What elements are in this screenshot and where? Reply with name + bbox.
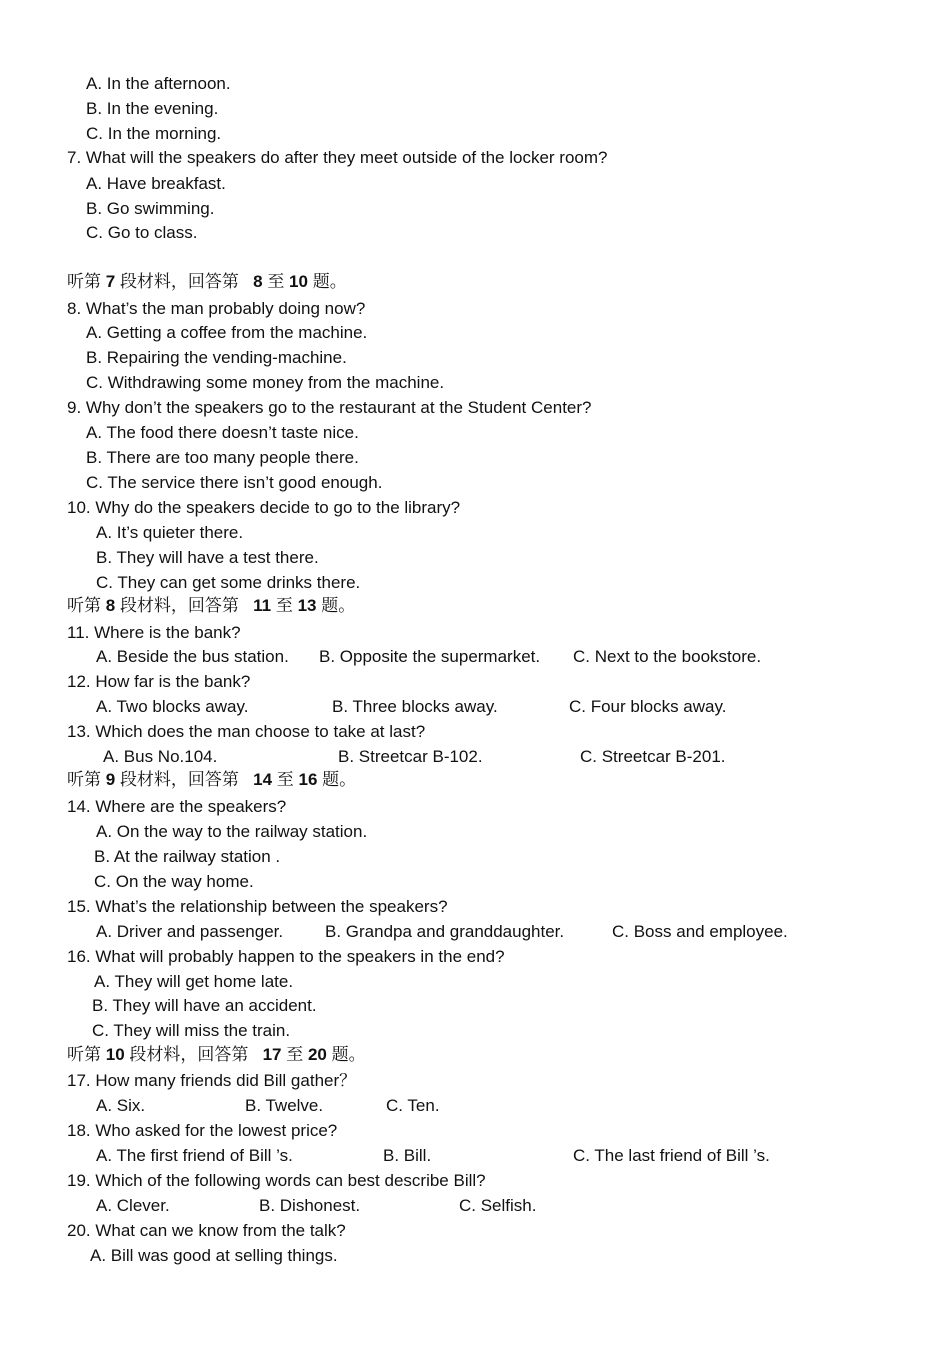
option-9c: C. The service there isn’t good enough. bbox=[86, 473, 383, 492]
option-8a: A. Getting a coffee from the machine. bbox=[86, 323, 368, 342]
option-9b: B. There are too many people there. bbox=[86, 448, 359, 467]
question-13: 13. Which does the man choose to take at last? bbox=[67, 722, 426, 741]
option-19b: B. Dishonest. bbox=[259, 1196, 361, 1215]
option-7c: C. Go to class. bbox=[86, 223, 198, 242]
question-9: 9. Why don’t the speakers go to the restaurant at the Student Center? bbox=[67, 398, 592, 417]
question-8: 8. What’s the man probably doing now? bbox=[67, 299, 366, 318]
section-header-10: 听第 10 段材料，回答第 17 至 20 题。 bbox=[67, 1045, 366, 1064]
option-16c: C. They will miss the train. bbox=[92, 1021, 291, 1040]
option-12a: A. Two blocks away. bbox=[96, 697, 249, 716]
question-17: 17. How many friends did Bill gather？ bbox=[67, 1071, 357, 1090]
option-17b: B. Twelve. bbox=[245, 1096, 324, 1115]
option-10b: B. They will have a test there. bbox=[96, 548, 319, 567]
option-12c: C. Four blocks away. bbox=[569, 697, 727, 716]
option-11a: A. Beside the bus station. bbox=[96, 647, 289, 666]
option-17a: A. Six. bbox=[96, 1096, 146, 1115]
option-9a: A. The food there doesn’t taste nice. bbox=[86, 423, 359, 442]
option-15c: C. Boss and employee. bbox=[612, 922, 788, 941]
option-6a: A. In the afternoon. bbox=[86, 74, 231, 93]
option-11c: C. Next to the bookstore. bbox=[573, 647, 762, 666]
option-8b: B. Repairing the vending-machine. bbox=[86, 348, 347, 367]
option-18a: A. The first friend of Bill ’s. bbox=[96, 1146, 293, 1165]
question-20: 20. What can we know from the talk? bbox=[67, 1221, 346, 1240]
option-13a: A. Bus No.104. bbox=[103, 747, 218, 766]
question-15: 15. What’s the relationship between the speakers? bbox=[67, 897, 448, 916]
question-18: 18. Who asked for the lowest price? bbox=[67, 1121, 338, 1140]
option-6c: C. In the morning. bbox=[86, 124, 222, 143]
option-15b: B. Grandpa and granddaughter. bbox=[325, 922, 565, 941]
option-16b: B. They will have an accident. bbox=[92, 996, 317, 1015]
option-15a: A. Driver and passenger. bbox=[96, 922, 284, 941]
option-18c: C. The last friend of Bill ’s. bbox=[573, 1146, 770, 1165]
question-14: 14. Where are the speakers? bbox=[67, 797, 287, 816]
option-19a: A. Clever. bbox=[96, 1196, 170, 1215]
option-16a: A. They will get home late. bbox=[94, 972, 294, 991]
option-20a: A. Bill was good at selling things. bbox=[90, 1246, 338, 1265]
question-10: 10. Why do the speakers decide to go to the library? bbox=[67, 498, 461, 517]
option-10a: A. It’s quieter there. bbox=[96, 523, 244, 542]
section-header-8: 听第 8 段材料，回答第 11 至 13 题。 bbox=[67, 596, 356, 615]
option-14b: B. At the railway station . bbox=[94, 847, 281, 866]
option-14a: A. On the way to the railway station. bbox=[96, 822, 368, 841]
option-13b: B. Streetcar B-102. bbox=[338, 747, 483, 766]
section-header-7: 听第 7 段材料，回答第 8 至 10 题。 bbox=[67, 272, 347, 291]
option-17c: C. Ten. bbox=[386, 1096, 440, 1115]
question-11: 11. Where is the bank? bbox=[67, 623, 241, 642]
option-18b: B. Bill. bbox=[383, 1146, 432, 1165]
option-19c: C. Selfish. bbox=[459, 1196, 537, 1215]
option-10c: C. They can get some drinks there. bbox=[96, 573, 361, 592]
question-16: 16. What will probably happen to the speakers in the end? bbox=[67, 947, 505, 966]
question-12: 12. How far is the bank? bbox=[67, 672, 251, 691]
option-8c: C. Withdrawing some money from the machine. bbox=[86, 373, 445, 392]
option-11b: B. Opposite the supermarket. bbox=[319, 647, 541, 666]
section-header-9: 听第 9 段材料，回答第 14 至 16 题。 bbox=[67, 770, 357, 789]
option-12b: B. Three blocks away. bbox=[332, 697, 498, 716]
option-7b: B. Go swimming. bbox=[86, 199, 215, 218]
option-13c: C. Streetcar B-201. bbox=[580, 747, 726, 766]
question-7: 7. What will the speakers do after they meet outside of the locker room? bbox=[67, 148, 608, 167]
option-6b: B. In the evening. bbox=[86, 99, 219, 118]
option-14c: C. On the way home. bbox=[94, 872, 254, 891]
option-7a: A. Have breakfast. bbox=[86, 174, 226, 193]
question-19: 19. Which of the following words can best describe Bill? bbox=[67, 1171, 486, 1190]
